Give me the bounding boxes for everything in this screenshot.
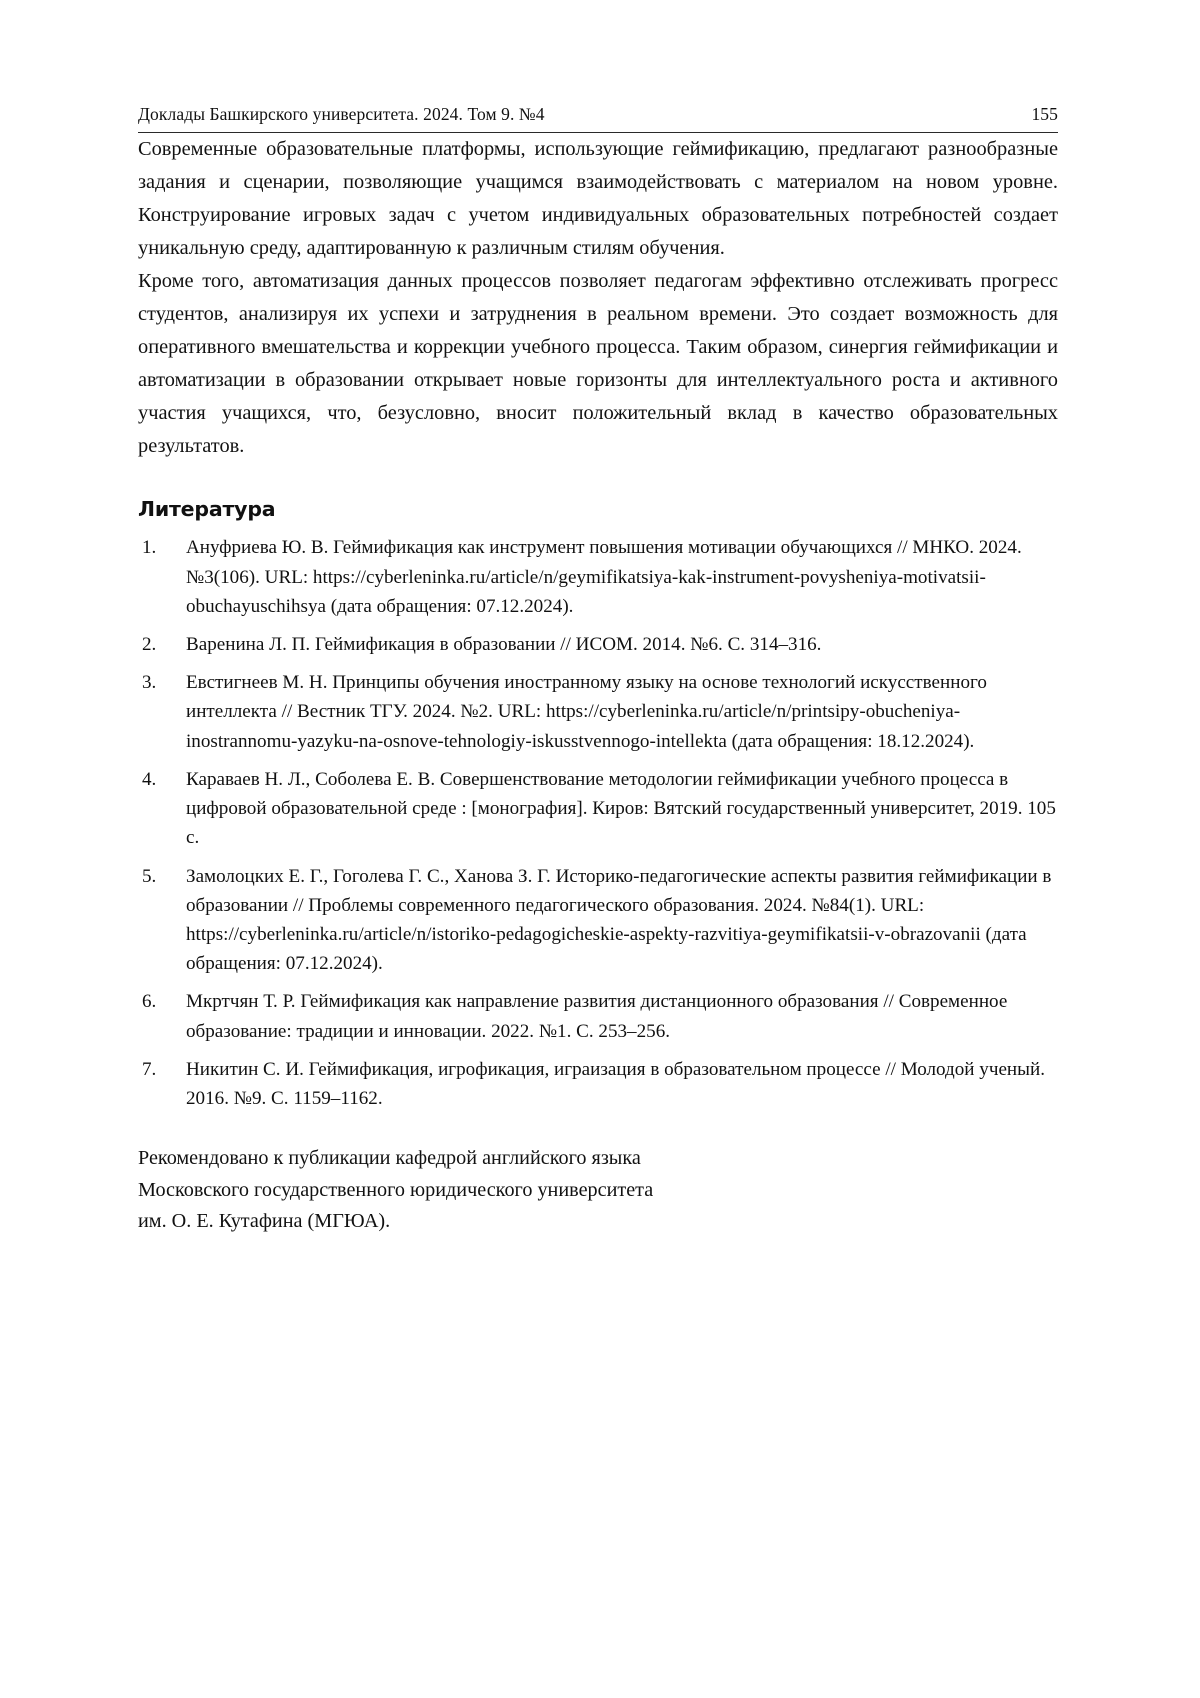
closing-line-1: Рекомендовано к публикации кафедрой английского языка [138,1147,641,1170]
reference-item [138,987,1058,1045]
reference-text: Замолоцких Е. Г., Гоголева Г. С., Ханова З. Г. Историко-педагогические аспекты развития геймификации в образовании // Проблемы современного педагогического образования. 2024. №84(1). URL: https://cyberleninka.ru/article/n/istoriko-pedagogicheskie-aspekty-razvitiya-geymifikatsii-v-obrazovanii (дата обращения: 07.12.2024). [186,865,1052,975]
body-paragraph-1: Современные образовательные платформы, использующие геймификацию, предлагают разнообразные задания и сценарии, позволяющие учащимся взаимодействовать с материалом на новом уровне. Конструирование игровых задач с учетом индивидуальных образовательных потребностей создает уникальную среду, адаптированную к различным стилям обучения. [138,138,1058,260]
reference-item [138,533,1058,621]
closing-line-2: Московского государственного юридического университета [138,1178,654,1201]
reference-item [138,630,1058,659]
reference-text: Мкртчян Т. Р. Геймификация как направление развития дистанционного образования // Современное образование: традиции и инновации. 2022. №1. С. 253–256. [186,991,1008,1042]
reference-number: 7. [142,1058,157,1080]
reference-number: 1. [142,537,157,559]
reference-number: 6. [142,991,157,1013]
running-head-journal: Доклады Башкирского университета. 2024. Том 9. №4 [138,104,545,124]
closing-line-3: им. О. Е. Кутафина (МГЮА). [138,1210,391,1233]
reference-text: Ануфриева Ю. В. Геймификация как инструмент повышения мотивации обучающихся // МНКО. 2024. №3(106). URL: https://cyberleninka.ru/article/n/geymifikatsiya-kak-instrument-povysheniya-motivatsii-obuchayuschihsya (дата обращения: 07.12.2024). [186,537,1022,617]
reference-number: 2. [142,634,157,656]
reference-text: Караваев Н. Л., Соболева Е. В. Совершенствование методологии геймификации учебного процесса в цифровой образовательной среде : [монография]. Киров: Вятский государственный университет, 2019. 105 с. [186,768,1056,849]
references-list [138,533,1058,1113]
running-head [138,104,1058,133]
reference-item [138,862,1058,979]
reference-number: 5. [142,865,157,887]
page-content [138,104,1058,1238]
body-paragraph-2: Кроме того, автоматизация данных процессов позволяет педагогам эффективно отслеживать прогресс студентов, анализируя их успехи и затруднения в реальном времени. Это создает возможность для оперативного вмешательства и коррекции учебного процесса. Таким образом, синергия геймификации и автоматизации в образовании открывает новые горизонты для интеллектуального роста и активного участия учащихся, что, безусловно, вносит положительный вклад в качество образовательных результатов. [138,270,1058,458]
reference-item [138,1055,1058,1113]
closing-note [138,1143,1058,1238]
reference-text: Никитин С. И. Геймификация, игрофикация, играизация в образовательном процессе // Молодой ученый. 2016. №9. С. 1159–1162. [186,1058,1045,1109]
reference-item [138,668,1058,756]
page-number: 155 [1031,104,1058,124]
reference-text: Варенина Л. П. Геймификация в образовании // ИСОМ. 2014. №6. С. 314–316. [186,634,822,656]
section-title-references: Литература [138,497,276,522]
reference-number: 3. [142,672,157,694]
reference-text: Евстигнеев М. Н. Принципы обучения иностранному языку на основе технологий искусственного интеллекта // Вестник ТГУ. 2024. №2. URL: https://cyberleninka.ru/article/n/printsipy-obucheniya-inostrannomu-yazyku-na-osnove-tehnologiy-iskusstvennogo-intellekta (дата обращения: 18.12.2024). [186,672,987,752]
reference-item [138,765,1058,853]
reference-number: 4. [142,768,157,790]
